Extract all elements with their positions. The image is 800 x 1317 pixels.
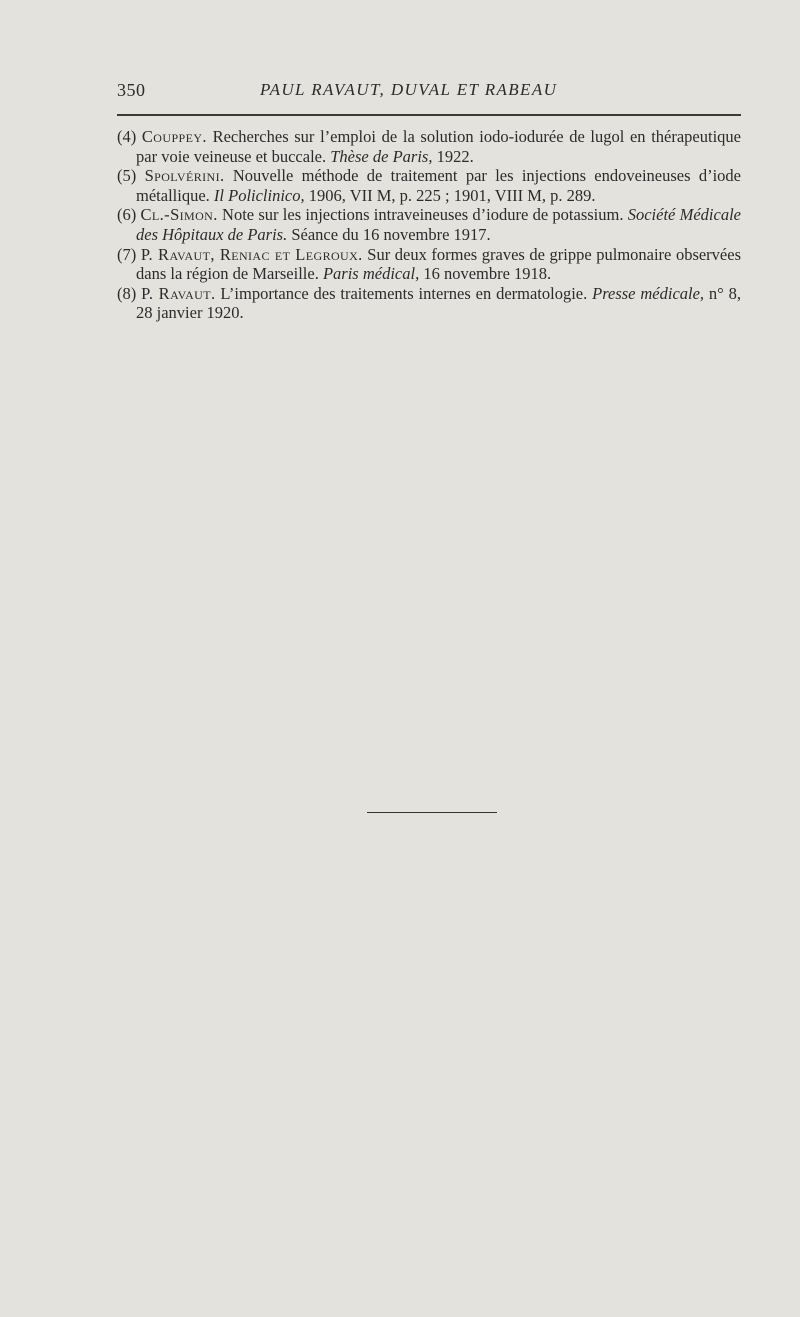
- reference-number: (7): [117, 244, 137, 264]
- reference-title: Sur deux formes graves de grippe pulmonaire observées dans la région de Marseille.: [136, 244, 741, 284]
- page-number: 350: [117, 80, 146, 100]
- reference-source: Il Policlinico,: [213, 185, 305, 205]
- reference-source: Société Médicale des Hôpitaux de Paris.: [136, 205, 741, 244]
- reference-6: [117, 205, 741, 244]
- reference-7: [117, 245, 741, 284]
- reference-number: (4): [117, 127, 137, 146]
- reference-number: (8): [117, 283, 137, 303]
- reference-details: n° 8, 28 janvier 1920.: [136, 283, 741, 323]
- reference-author: P. Ravaut.: [141, 283, 216, 303]
- references-list: [117, 127, 741, 323]
- reference-number: (5): [117, 166, 137, 186]
- reference-source: Presse médicale,: [592, 283, 705, 303]
- reference-4: [117, 127, 741, 166]
- reference-source: Thèse de Paris,: [330, 146, 433, 166]
- header-rule: [117, 114, 741, 116]
- reference-5: [117, 166, 741, 205]
- reference-title: L’importance des traitements internes en dermatologie.: [215, 283, 593, 303]
- reference-details: Séance du 16 novembre 1917.: [287, 224, 491, 244]
- running-head: PAUL RAVAUT, DUVAL ET RABEAU: [260, 80, 558, 99]
- reference-title: Note sur les injections intraveineuses d’iodure de potassium.: [217, 205, 628, 225]
- reference-author: Couppey.: [141, 127, 207, 146]
- reference-author: Spolvérini.: [144, 166, 225, 186]
- page-header: [117, 80, 741, 110]
- reference-details: 16 novembre 1918.: [419, 264, 552, 284]
- reference-author: Cl.-Simon.: [140, 205, 218, 225]
- reference-title: Nouvelle méthode de traitement par les injections endoveineuses d’iode métallique.: [136, 166, 741, 205]
- reference-8: [117, 284, 741, 323]
- reference-title: Recherches sur l’emploi de la solution iodo-iodurée de lugol en thérapeutique par voie veineuse et buccale.: [136, 127, 741, 166]
- reference-details: 1922.: [432, 146, 474, 166]
- reference-source: Paris médical,: [322, 264, 420, 284]
- reference-number: (6): [117, 205, 137, 225]
- reference-details: 1906, VII M, p. 225 ; 1901, VIII M, p. 289.: [304, 185, 596, 205]
- reference-author: P. Ravaut, Reniac et Legroux.: [140, 244, 363, 264]
- end-rule: [367, 812, 497, 813]
